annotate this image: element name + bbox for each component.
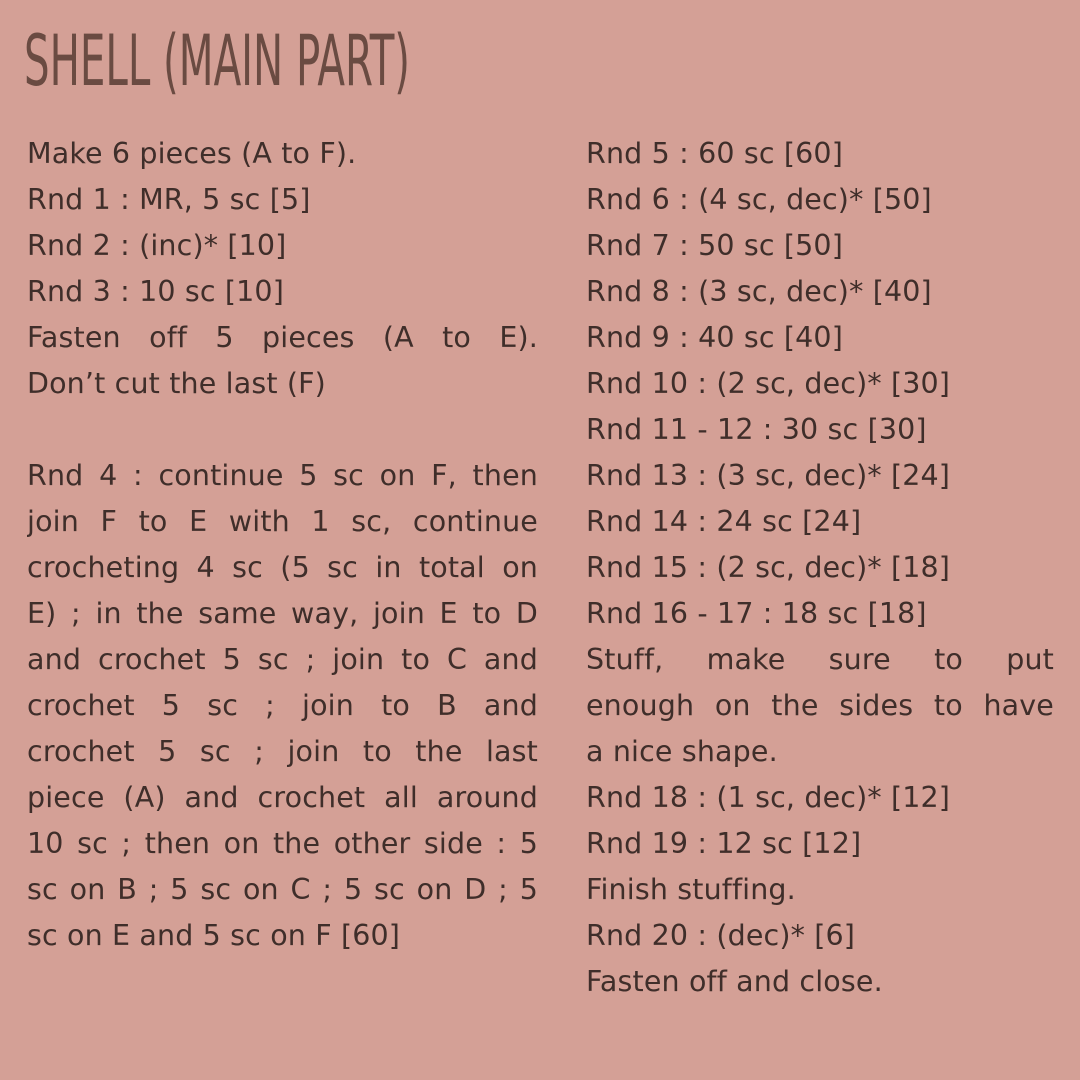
left-instructions-column [27,131,538,959]
instruction-line: Rnd 9 : 40 sc [40] [586,321,843,354]
instruction-line: crochet 5 sc ; join to the last [27,735,538,768]
instruction-line: Rnd 4 : continue 5 sc on F, then [27,459,538,492]
instruction-line: Stuff, make sure to put [586,643,1054,676]
right-instructions-column [586,131,1054,1005]
instruction-line: crocheting 4 sc (5 sc in total on [27,551,538,584]
instruction-line: Rnd 13 : (3 sc, dec)* [24] [586,459,951,492]
instruction-line: Make 6 pieces (A to F). [27,137,357,170]
instruction-line: Rnd 7 : 50 sc [50] [586,229,843,262]
instruction-line: piece (A) and crochet all around [27,781,538,814]
instruction-line: Rnd 19 : 12 sc [12] [586,827,862,860]
instruction-line: Rnd 15 : (2 sc, dec)* [18] [586,551,951,584]
instruction-line: sc on E and 5 sc on F [60] [27,919,401,952]
instruction-line: enough on the sides to have [586,689,1054,722]
instruction-line: Rnd 16 - 17 : 18 sc [18] [586,597,927,630]
instruction-line: sc on B ; 5 sc on C ; 5 sc on D ; 5 [27,873,538,906]
instruction-line: Rnd 6 : (4 sc, dec)* [50] [586,183,932,216]
instruction-line: Rnd 20 : (dec)* [6] [586,919,856,952]
instruction-line: Rnd 2 : (inc)* [10] [27,229,287,262]
instruction-line: Fasten off and close. [586,965,883,998]
instruction-line: and crochet 5 sc ; join to C and [27,643,538,676]
instruction-line: Rnd 3 : 10 sc [10] [27,275,284,308]
instruction-line: Don’t cut the last (F) [27,367,326,400]
instruction-line: Rnd 14 : 24 sc [24] [586,505,862,538]
instruction-line: Fasten off 5 pieces (A to E). [27,321,538,354]
instruction-line: 10 sc ; then on the other side : 5 [27,827,538,860]
page-title: SHELL (MAIN PART) [24,20,411,102]
instruction-line: Rnd 1 : MR, 5 sc [5] [27,183,311,216]
instruction-line: Rnd 11 - 12 : 30 sc [30] [586,413,927,446]
instruction-line: crochet 5 sc ; join to B and [27,689,538,722]
instruction-line: a nice shape. [586,735,778,768]
instruction-line: Rnd 18 : (1 sc, dec)* [12] [586,781,951,814]
instruction-line: Rnd 8 : (3 sc, dec)* [40] [586,275,932,308]
instruction-line: join F to E with 1 sc, continue [27,505,538,538]
paragraph-spacer [27,407,538,453]
instruction-line: Finish stuffing. [586,873,796,906]
instruction-line: E) ; in the same way, join E to D [27,597,538,630]
instruction-line: Rnd 5 : 60 sc [60] [586,137,843,170]
instruction-line: Rnd 10 : (2 sc, dec)* [30] [586,367,951,400]
